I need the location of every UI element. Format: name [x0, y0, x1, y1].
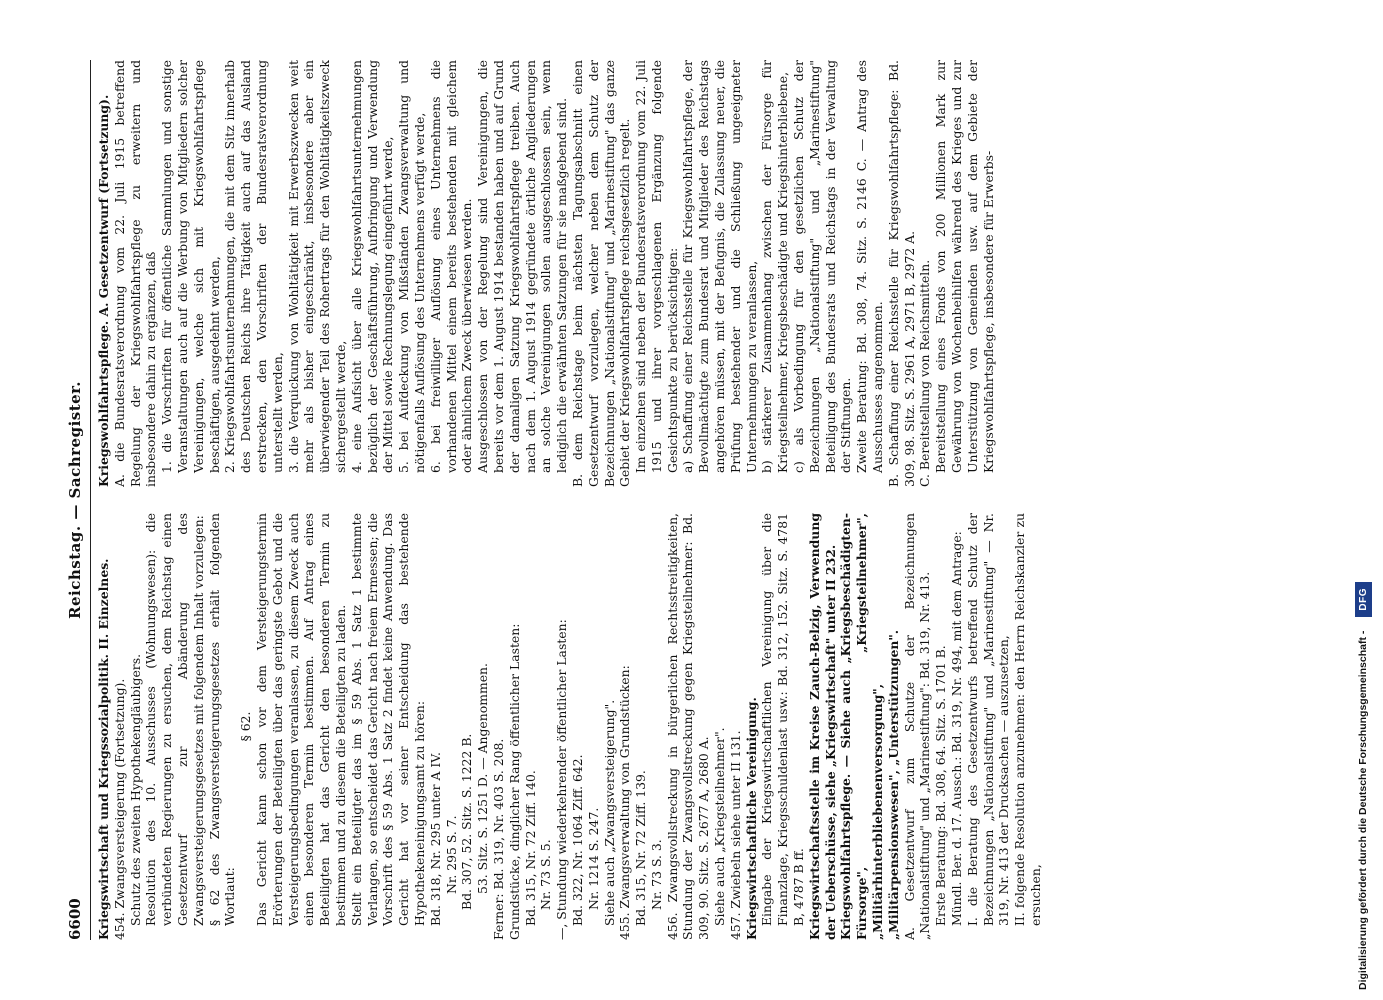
col1-entry: Eingabe der Kriegswirtschaftlichen Vereinigung über die Finanzlage, Kriegsschuldenlast usw.: Bd. 312, 152. Sitz. S. 4781 B, 4787 B ff.	[759, 513, 807, 926]
col1-entry: —, Stundung wiederkehrender öffentlicher Lasten:	[554, 619, 570, 940]
col1-entry: Bd. 315, Nr. 72 Ziff. 139.	[633, 770, 649, 926]
running-title: Reichstag. — Sachregister.	[66, 381, 84, 619]
col1-entry: Nr. 295 S. 7.	[443, 815, 459, 894]
col1-entry: Mündl. Ber. d. 17. Aussch.: Bd. 319, Nr. 494, mit dem Antrage:	[949, 531, 965, 926]
col1-entry: Bd. 307, 52. Sitz. S. 1222 B.	[459, 733, 475, 910]
col1-entry: Bd. 318, Nr. 295 unter A IV.	[427, 752, 443, 926]
col1-entry: Stellt ein Beteiligter das im § 59 Abs. 1 Satz 1 bestimmte Verlangen, so entscheidet das Gericht nach freiem Ermessen; die Vorschrift des § 59 Abs. 1 Satz 2 findet keine Anwendung. Das Gericht hat vor seiner Entscheidung das bestehende Hypothekeneinigungsamt zu hören:	[348, 513, 427, 926]
col2-entry: 4. eine Aufsicht über alle Kriegswohlfahrtsunternehmungen bezüglich der Geschäftsführung, Aufbringung und Verwendung der Mittel sowie Rechnungslegung eingeführt werde,	[348, 60, 396, 473]
col1-entry: 455. Zwangsverwaltung von Grundstücken:	[617, 665, 633, 940]
col1-entry: Grundstücke, dinglicher Rang öffentlicher Lasten:	[506, 623, 522, 940]
col1-entry: Nr. 1214 S. 247.	[585, 807, 601, 910]
col2-entry: a) Schaffung einer Reichsstelle für Kriegswohlfahrtspflege, der Bevollmächtigte zum Bundesrat und Mitglieder des Reichstags angehören müssen, mit der Befugnis, die Zulassung neuer, die Prüfung bestehender und die Schließung ungeeigneter Unternehmungen zu veranlassen,	[680, 60, 759, 473]
col1-entry: A. Gesetzentwurf zum Schutze der Bezeichnungen „Nationalstiftung" und „Marinestiftung": Bd. 319, Nr. 413.	[901, 513, 933, 940]
col1-entry: Kriegswirtschaftsstelle im Kreise Zauch-Belzig, Verwendung der Ueberschüsse, siehe „Kriegswirtschaft" unter II 232.	[806, 513, 838, 940]
col1-entry: Erste Beratung: Bd. 308, 64. Sitz. S. 1701 B.	[933, 645, 949, 926]
col2-entry: Im einzelnen sind neben der Bundesratsverordnung vom 22. Juli 1915 und ihrer vorgeschlagenen Ergänzung folgende Gesichtspunkte zu berücksichtigen:	[633, 60, 680, 473]
col1-entry: Das Gericht kann schon vor dem Versteigerungstermin Erörterungen der Beteiligten über das geringste Gebot und die Versteigerungsbedingungen veranlassen, zu diesem Zweck auch einen besonderen Termin bestimmen. Auf Antrag eines Beteiligten hat das Gericht den besonderen Termin zu bestimmen und zu diesem die Beteiligten zu laden.	[253, 513, 348, 926]
col1-entry: I. die Beratung des Gesetzentwurfs betreffend Schutz der Bezeichnungen „Nationalstiftung" und „Marinestiftung" — Nr. 319, Nr. 413 der Drucksachen — auszusetzen,	[964, 513, 1012, 926]
col2-entry: c) als Vorbedingung für den gesetzlichen Schutz der Bezeichnungen „Nationalstiftung" und „Marinestiftung" Beteiligung des Bundesrats und Reichstags in der Verwaltung der Stiftungen.	[791, 60, 854, 473]
col1-entry: 454. Zwangsversteigerung (Fortsetzung).	[111, 678, 127, 940]
col2-entry: Ausgeschlossen von der Regelung sind Vereinigungen, die bereits vor dem 1. August 1914 bestanden haben und auf Grund der damaligen Satzung Kriegswohlfahrtspflege treiben. Auch nach dem 1. August 1914 gegründete örtliche Angliederungen an solche Vereinigungen sollen ausgeschlossen sein, wenn lediglich die erwähnten Satzungen für sie maßgebend sind.	[475, 60, 570, 473]
col1-entry: Bd. 322, Nr. 1064 Ziff. 642.	[569, 754, 585, 926]
col1-entry: Ferner: Bd. 319, Nr. 403 S. 208.	[490, 738, 506, 940]
col1-entry: Siehe auch „Zwangsversteigerung".	[601, 699, 617, 926]
col2-entry: Kriegswohlfahrtspflege. A. Gesetzentwurf (Fortsetzung).	[96, 94, 111, 487]
page-header	[60, 60, 91, 940]
credit-text: Digitalisierung gefördert durch die Deutsche Forschungsgemeinschaft -	[1357, 630, 1369, 990]
col2-entry: b) stärkerer Zusammenhang zwischen der Fürsorge für Kriegsteilnehmer, Kriegsbeschädigte und Kriegshinterbliebene,	[759, 60, 791, 473]
col1-entry: Schutz des zweiten Hypothekengläubigers.	[127, 653, 143, 926]
col2-entry: Bereitstellung eines Fonds von 200 Millionen Mark zur Gewährung von Wochenbeihilfen während des Krieges und zur Unterstützung von Gemeinden usw. auf dem Gebiete der Kriegswohlfahrtspflege, insbesondere für Erwerbs-	[933, 60, 996, 473]
col2-entry: B. dem Reichstage beim nächsten Tagungsabschnitt einen Gesetzentwurf vorzulegen, welcher neben dem Schutz der Bezeichnungen „Nationalstiftung" und „Marinestiftung" das ganze Gebiet der Kriegswohlfahrtspflege reichsgesetzlich regelt.	[569, 60, 633, 487]
rotated-page	[60, 60, 1350, 940]
left-column	[96, 513, 1350, 940]
col1-entry: § 62.	[238, 711, 254, 742]
col1-entry: Bd. 315, Nr. 72 Ziff. 140.	[522, 770, 538, 926]
col1-entry: Kriegswohlfahrtspflege. — Siehe auch „Kriegsbeschädigten-Fürsorge", „Kriegsteilnehmer", „Militärhinterbliebenenversorgung", „Militärpensionswesen", „Unterstützungen".	[838, 513, 901, 940]
col2-entry: 1. die Vorschriften für öffentliche Sammlungen und sonstige Veranstaltungen auch auf die Werbung von Mitgliedern solcher Vereinigungen, welche sich mit Kriegswohlfahrtspflege beschäftigen, ausgedehnt werden,	[159, 60, 222, 473]
right-column	[96, 60, 1350, 487]
col1-entry: 53. Sitz. S. 1251 D. — Angenommen.	[475, 663, 491, 894]
col1-entry: II. folgende Resolution anzunehmen: den Herrn Reichskanzler zu ersuchen,	[1012, 513, 1044, 926]
col1-entry: Nr. 73 S. 3.	[648, 839, 664, 910]
col1-entry: 456. Zwangsvollstreckung in bürgerlichen Rechtsstreitigkeiten, Stundung der Zwangsvollstreckung gegen Kriegsteilnehmer: Bd. 309, 90. Sitz. S. 2677 A, 2680 A.	[664, 513, 712, 940]
col2-entry: Zweite Beratung: Bd. 308, 74. Sitz. S. 2146 C. — Antrag des Ausschusses angenommen.	[854, 60, 886, 473]
col2-entry: B. Schaffung einer Reichsstelle für Kriegswohlfahrtspflege: Bd. 309, 98. Sitz. S. 2961 A, 2971 B, 2972 A.	[885, 60, 917, 487]
col2-entry: 3. die Verquickung von Wohltätigkeit mit Erwerbszwecken weit mehr als bisher eingeschränkt, insbesondere aber ein überwiegender Teil des Rohertrags für den Wohltätigkeitszweck sichergestellt werde,	[285, 60, 348, 473]
col2-entry: A. die Bundesratsverordnung vom 22. Juli 1915 betreffend Regelung der Kriegswohlfahrtspflege zu erweitern und insbesondere dahin zu ergänzen, daß	[111, 60, 159, 487]
col1-entry: § 62 des Zwangsversteigerungsgesetzes erhält folgenden Wortlaut:	[206, 513, 238, 926]
text-columns	[96, 60, 1350, 940]
col1-entry: Nr. 73 S. 5.	[538, 839, 554, 910]
digitization-credit	[1350, 0, 1376, 990]
col1-entry: 457. Zwiebeln siehe unter II 131.	[727, 730, 743, 940]
dfg-logo: DFG	[1355, 582, 1372, 617]
col1-entry: Siehe auch „Kriegsteilnehmer".	[712, 727, 728, 926]
col2-entry: 6. bei freiwilliger Auflösung eines Unternehmens die vorhandenen Mittel einem bereits bestehenden mit gleichem oder ähnlichem Zweck überwiesen werden.	[427, 60, 475, 473]
col2-entry: 5. bei Aufdeckung von Mißständen Zwangsverwaltung und nötigenfalls Auflösung des Unternehmens verfügt werde,	[396, 60, 427, 473]
col1-entry: Kriegswirtschaft und Kriegssozialpolitik. II. Einzelnes.	[96, 558, 111, 940]
col1-entry: Resolution des 10. Ausschusses (Wohnungswesen): die verbündeten Regierungen zu ersuchen, dem Reichstag einen Gesetzentwurf zur Abänderung des Zwangsversteigerungsgesetzes mit folgendem Inhalt vorzulegen:	[143, 513, 206, 926]
col1-entry: Kriegswirtschaftliche Vereinigung.	[743, 697, 759, 940]
col2-entry: C. Bereitstellung von Reichsmitteln.	[917, 259, 933, 487]
page-number: 6600	[66, 898, 84, 940]
col2-entry: 2. Kriegswohlfahrtsunternehmungen, die mit dem Sitz innerhalb des Deutschen Reichs ihre Tätigkeit auch auf das Ausland erstrecken, den Vorschriften der Bundesratsverordnung unterstellt werden,	[222, 60, 285, 473]
